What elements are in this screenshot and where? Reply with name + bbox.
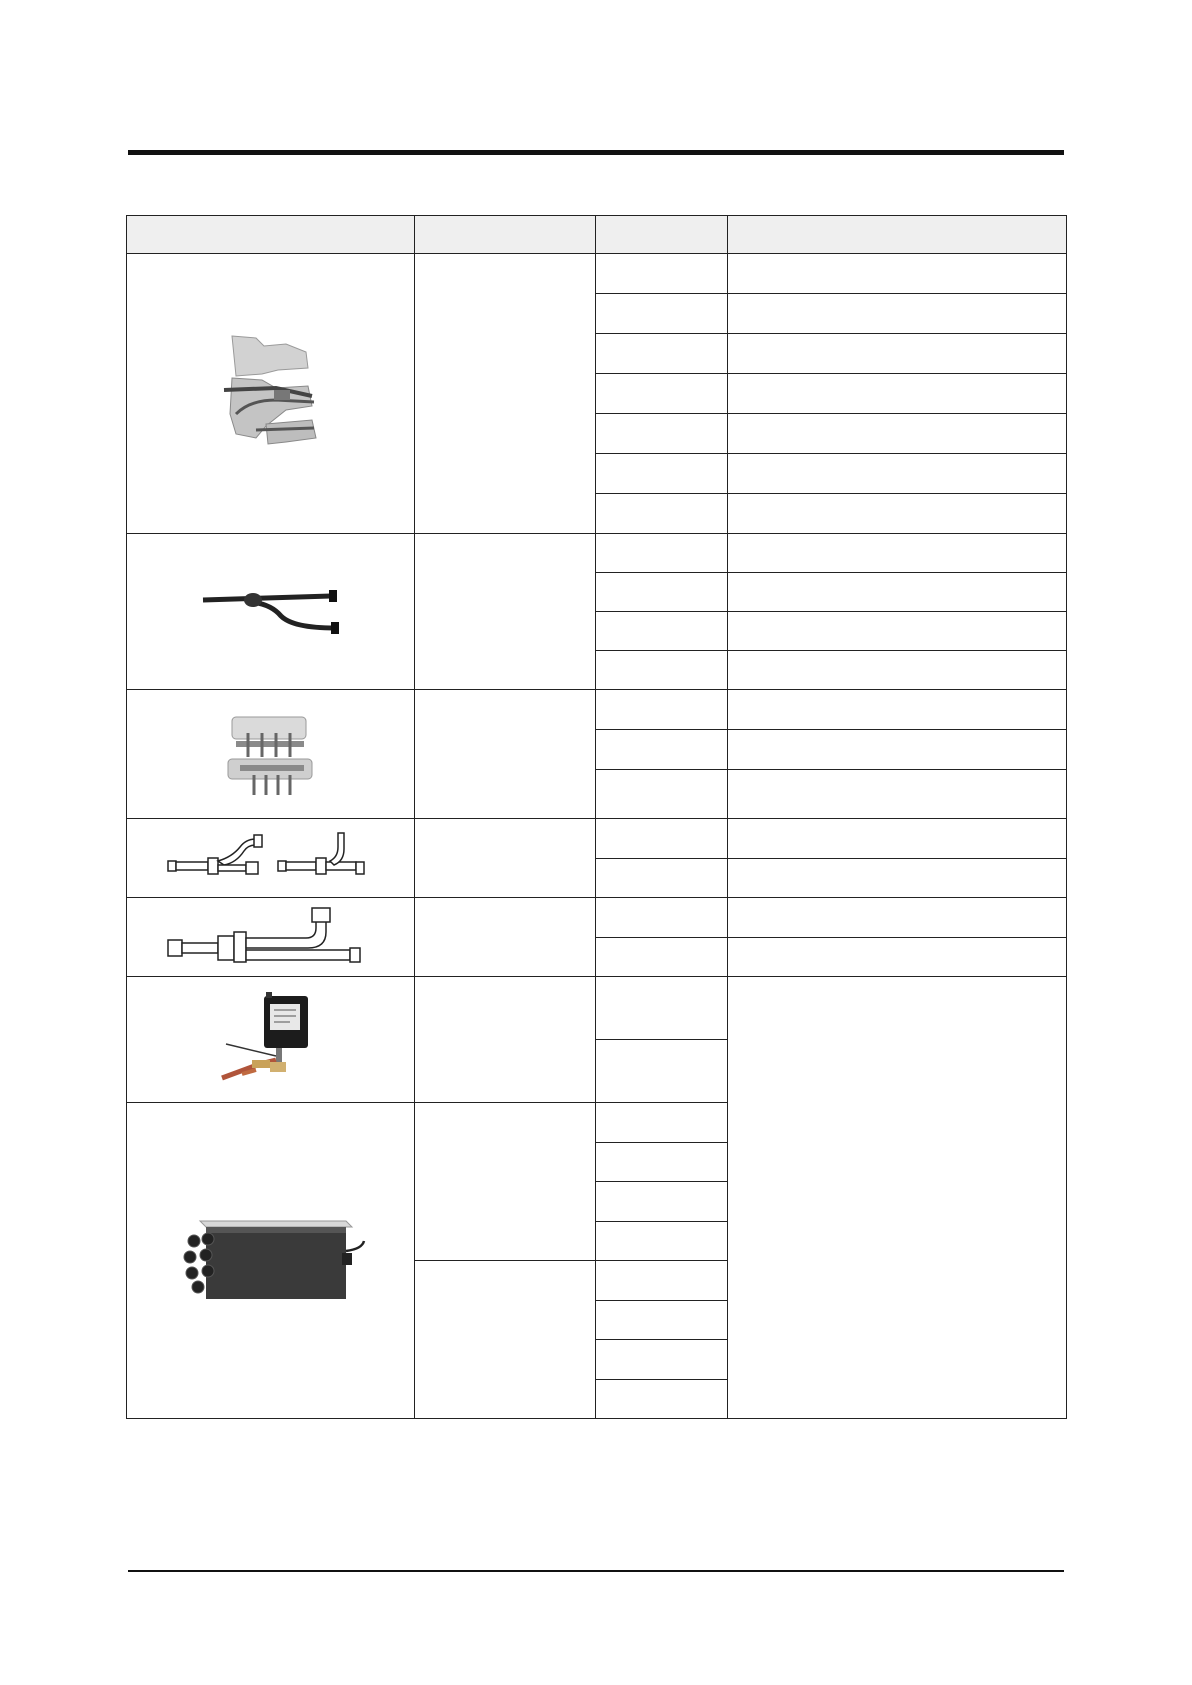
accessory-table <box>126 215 1067 1419</box>
col-header-picture <box>127 216 415 254</box>
code-cell <box>596 1222 728 1261</box>
mcu-box-icon <box>176 1211 366 1311</box>
remark-cell <box>728 651 1067 690</box>
table-row <box>127 819 1067 859</box>
code-cell <box>596 1340 728 1380</box>
table-row <box>127 254 1067 294</box>
model-cell <box>415 898 596 977</box>
model-cell <box>415 254 596 534</box>
table-row <box>127 898 1067 938</box>
col-header-model <box>415 216 596 254</box>
y-joint-small-icon <box>166 827 376 889</box>
picture-cell <box>127 534 415 690</box>
code-cell <box>596 859 728 898</box>
code-cell <box>596 651 728 690</box>
model-cell <box>415 819 596 898</box>
code-cell <box>596 534 728 573</box>
remark-cell <box>728 770 1067 819</box>
remark-cell <box>728 414 1067 454</box>
remark-cell <box>728 573 1067 612</box>
remark-cell <box>728 730 1067 770</box>
code-cell <box>596 938 728 977</box>
code-cell <box>596 1301 728 1340</box>
code-cell <box>596 573 728 612</box>
model-cell <box>415 1103 596 1261</box>
col-header-code <box>596 216 728 254</box>
picture-cell <box>127 1103 415 1419</box>
remark-cell <box>728 938 1067 977</box>
remark-cell <box>728 819 1067 859</box>
y-joint-large-icon <box>166 904 376 970</box>
code-cell <box>596 612 728 651</box>
table-row <box>127 690 1067 730</box>
remark-cell <box>728 690 1067 730</box>
code-cell <box>596 494 728 534</box>
remark-cell <box>728 334 1067 374</box>
table-header-row <box>127 216 1067 254</box>
remark-cell <box>728 612 1067 651</box>
remark-cell <box>728 454 1067 494</box>
ev-kit-box-icon <box>216 990 326 1090</box>
table-row <box>127 534 1067 573</box>
code-cell <box>596 730 728 770</box>
code-cell <box>596 690 728 730</box>
y-joint-insulated-icon <box>216 334 326 454</box>
remark-cell <box>728 898 1067 938</box>
code-cell <box>596 819 728 859</box>
y-branch-pipe-icon <box>201 582 341 642</box>
model-cell <box>415 977 596 1103</box>
header-rule <box>128 150 1064 155</box>
model-cell <box>415 1261 596 1419</box>
remark-cell <box>728 254 1067 294</box>
code-cell <box>596 294 728 334</box>
remark-cell <box>728 294 1067 334</box>
picture-cell <box>127 977 415 1103</box>
picture-cell <box>127 819 415 898</box>
table-row <box>127 977 1067 1040</box>
picture-cell <box>127 254 415 534</box>
code-cell <box>596 1380 728 1419</box>
remark-cell <box>728 859 1067 898</box>
col-header-remark <box>728 216 1067 254</box>
code-cell <box>596 1103 728 1143</box>
remark-cell <box>728 374 1067 414</box>
code-cell <box>596 770 728 819</box>
code-cell <box>596 977 728 1040</box>
model-cell <box>415 690 596 819</box>
distribution-header-icon <box>226 709 316 799</box>
code-cell <box>596 414 728 454</box>
code-cell <box>596 1040 728 1103</box>
code-cell <box>596 898 728 938</box>
code-cell <box>596 1261 728 1301</box>
footer-rule <box>128 1570 1064 1572</box>
code-cell <box>596 374 728 414</box>
remark-cell <box>728 534 1067 573</box>
remark-cell <box>728 977 1067 1419</box>
code-cell <box>596 454 728 494</box>
picture-cell <box>127 690 415 819</box>
remark-cell <box>728 494 1067 534</box>
model-cell <box>415 534 596 690</box>
code-cell <box>596 254 728 294</box>
code-cell <box>596 1143 728 1182</box>
code-cell <box>596 1182 728 1222</box>
picture-cell <box>127 898 415 977</box>
code-cell <box>596 334 728 374</box>
